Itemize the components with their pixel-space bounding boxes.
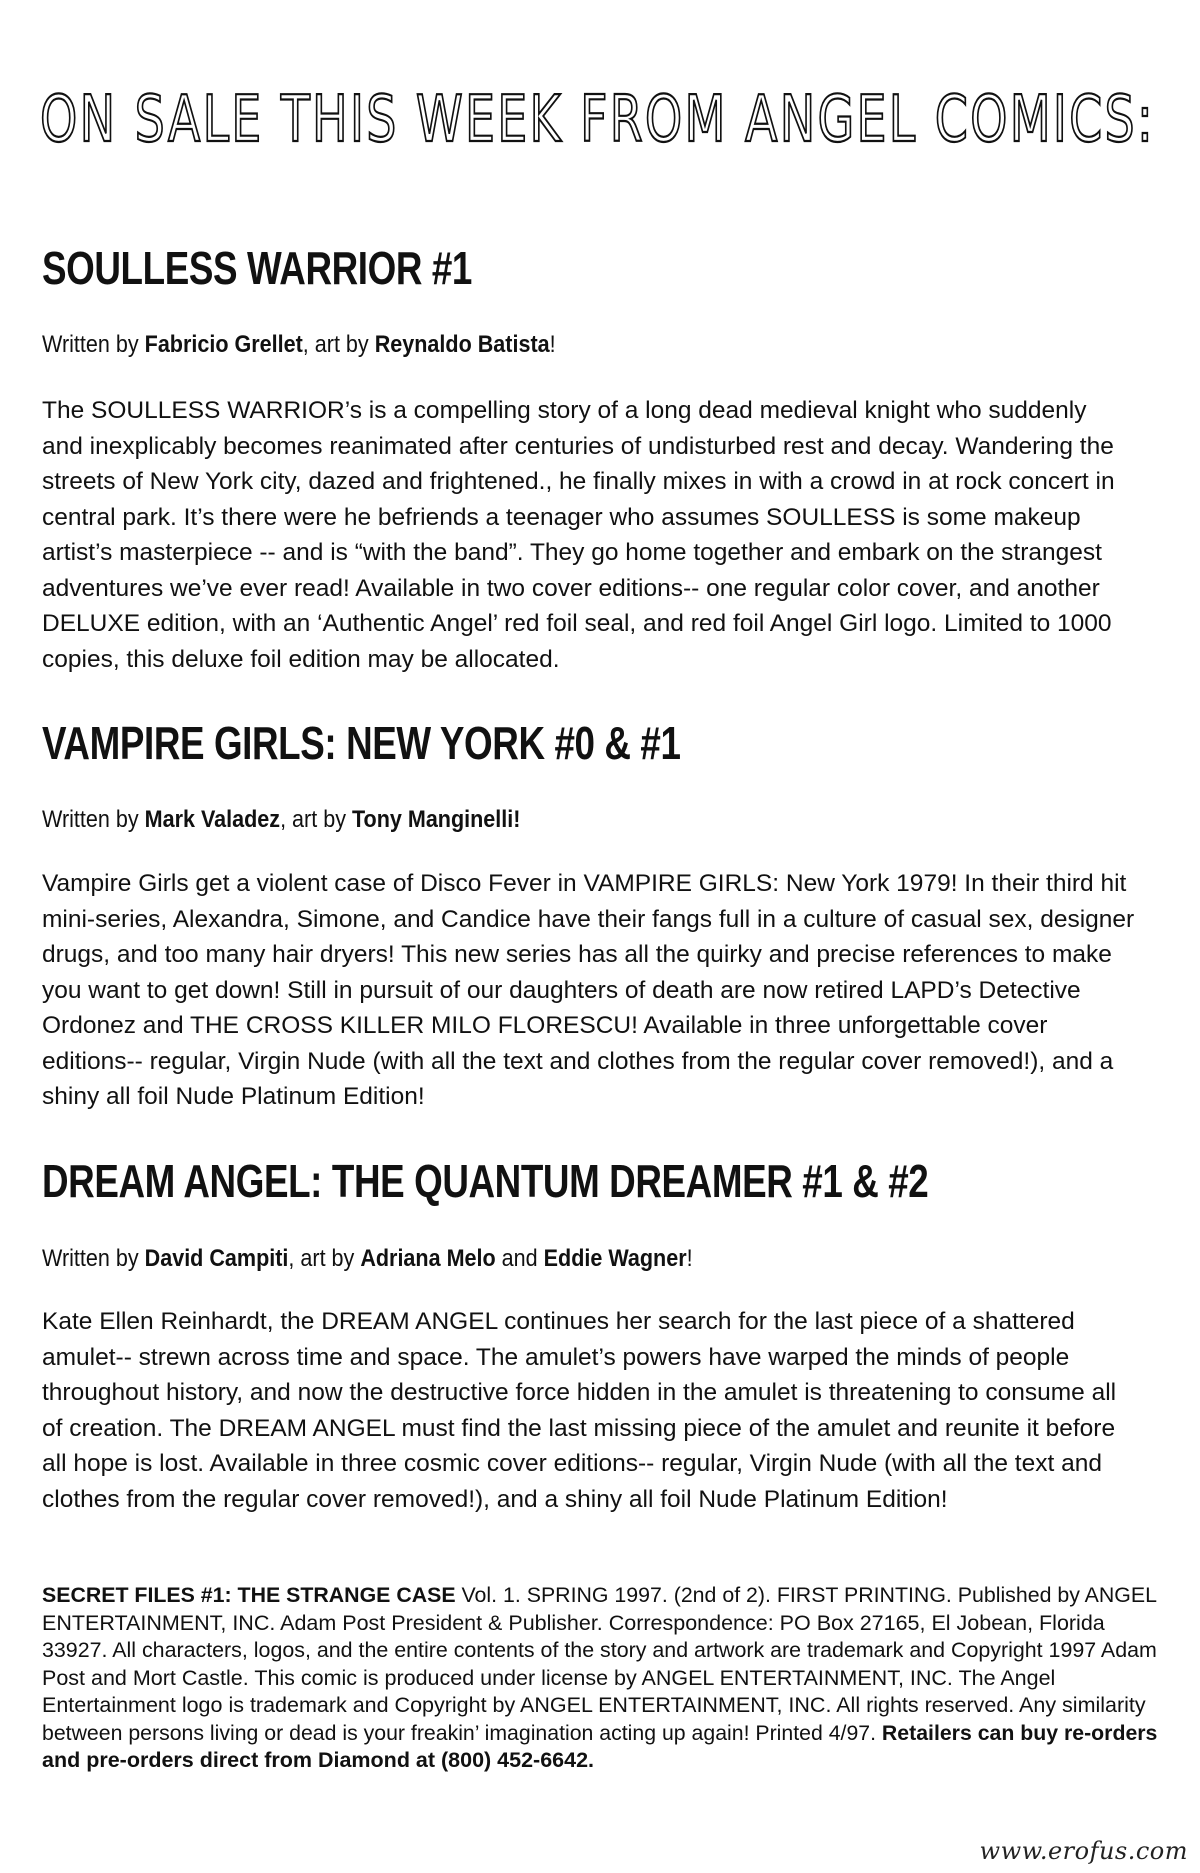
indicia-line: ENTERTAINMENT, INC. Adam Post President & Publisher. Correspondence: PO Box 27165, El Jobean, Florida	[42, 1610, 1105, 1635]
page-headline: ON SALE THIS WEEK FROM ANGEL COMICS:	[40, 83, 1156, 157]
indicia-line: between persons living or dead is your freakin’ imagination acting up again! Printed 4/97. Retailers can buy re-orders	[42, 1720, 1158, 1745]
body-line: editions-- regular, Virgin Nude (with all the text and clothes from the regular cover removed!), and a	[42, 1047, 1114, 1075]
site-watermark: www.erofus.com	[979, 1837, 1188, 1865]
section-credits-dream-angel: Written by David Campiti, art by Adriana Melo and Eddie Wagner!	[42, 1245, 693, 1272]
body-line: clothes from the regular cover removed!), and a shiny all foil Nude Platinum Edition!	[42, 1485, 948, 1513]
body-line: The SOULLESS WARRIOR’s is a compelling story of a long dead medieval knight who suddenly	[42, 397, 1087, 424]
section-title-dream-angel: DREAM ANGEL: THE QUANTUM DREAMER #1 & #2	[42, 1155, 929, 1207]
section-credits-vampire-girls: Written by Mark Valadez, art by Tony Manginelli!	[42, 806, 521, 833]
writer-name: Mark Valadez	[144, 806, 281, 833]
body-line: throughout history, and now the destructive force hidden in the amulet is threatening to consume all	[42, 1379, 1117, 1406]
body-line: mini-series, Alexandra, Simone, and Candice have their fangs full in a culture of casual sex, designer	[42, 905, 1135, 933]
section-credits-soulless-warrior: Written by Fabricio Grellet, art by Reynaldo Batista!	[42, 331, 556, 358]
body-line: of creation. The DREAM ANGEL must find the last missing piece of the amulet and reunite it before	[42, 1414, 1116, 1442]
indicia-line: 33927. All characters, logos, and the entire contents of the story and artwork are trademark and Copyright 1997 Adam	[42, 1638, 1157, 1662]
publication-title: SECRET FILES #1: THE STRANGE CASE	[42, 1583, 456, 1607]
body-line: Ordonez and THE CROSS KILLER MILO FLORESCU! Available in three unforgettable cover	[42, 1012, 1048, 1039]
retailer-note: Retailers can buy re-orders	[881, 1720, 1158, 1745]
writer-name: Fabricio Grellet	[144, 331, 303, 358]
section-title-soulless-warrior: SOULLESS WARRIOR #1	[42, 242, 472, 294]
artist-name: Reynaldo Batista	[374, 331, 550, 358]
writer-name: David Campiti	[144, 1245, 289, 1272]
body-line: all hope is lost. Available in three cosmic cover editions-- regular, Virgin Nude (with all the text and	[42, 1450, 1102, 1477]
section-body-vampire-girls	[42, 866, 1152, 1115]
body-line: amulet-- strewn across time and space. The amulet’s powers have warped the minds of people	[42, 1343, 1070, 1371]
section-body-dream-angel	[42, 1304, 1152, 1517]
indicia-line	[42, 1747, 1157, 1775]
body-line: central park. It’s there were he befriends a teenager who assumes SOULLESS is some makeup	[42, 503, 1081, 531]
body-line: Vampire Girls get a violent case of Disco Fever in VAMPIRE GIRLS: New York 1979! In their third hit	[42, 870, 1127, 897]
body-line: streets of New York city, dazed and frightened., he finally mixes in with a crowd in at rock concert in	[42, 468, 1115, 495]
indicia-line: Entertainment logo is trademark and Copyright by ANGEL ENTERTAINMENT, INC. All rights reserved. Any similarity	[42, 1693, 1146, 1717]
indicia-line: Post and Mort Castle. This comic is produced under license by ANGEL ENTERTAINMENT, INC. The Angel	[42, 1665, 1056, 1690]
body-line: and inexplicably becomes reanimated after centuries of undisturbed rest and decay. Wandering the	[42, 432, 1114, 460]
artist-name: Eddie Wagner	[543, 1245, 687, 1272]
indicia-line: SECRET FILES #1: THE STRANGE CASE Vol. 1. SPRING 1997. (2nd of 2). FIRST PRINTING. Published by ANGEL	[42, 1583, 1157, 1607]
body-line: drugs, and too many hair dryers! This new series has all the quirky and precise references to make	[42, 941, 1112, 968]
section-title-vampire-girls: VAMPIRE GIRLS: NEW YORK #0 & #1	[42, 717, 681, 769]
body-line: shiny all foil Nude Platinum Edition!	[42, 1083, 425, 1110]
section-body-soulless-warrior	[42, 393, 1152, 677]
body-line: adventures we’ve ever read! Available in two cover editions-- one regular color cover, and another	[42, 574, 1100, 602]
artist-name: Adriana Melo	[360, 1245, 496, 1272]
body-line: DELUXE edition, with an ‘Authentic Angel’ red foil seal, and red foil Angel Girl logo. Limited to 1000	[42, 610, 1112, 637]
artist-name: Tony Manginelli!	[351, 806, 521, 833]
body-line: you want to get down! Still in pursuit of our daughters of death are now retired LAPD’s Detective	[42, 976, 1081, 1004]
body-line: artist’s masterpiece -- and is “with the band”. They go home together and embark on the strangest	[42, 539, 1102, 566]
body-line: Kate Ellen Reinhardt, the DREAM ANGEL continues her search for the last piece of a shattered	[42, 1308, 1075, 1335]
retailer-note: and pre-orders direct from Diamond at (800) 452-6642.	[42, 1748, 595, 1772]
body-line: copies, this deluxe foil edition may be allocated.	[42, 645, 560, 673]
publication-indicia	[42, 1582, 1157, 1775]
